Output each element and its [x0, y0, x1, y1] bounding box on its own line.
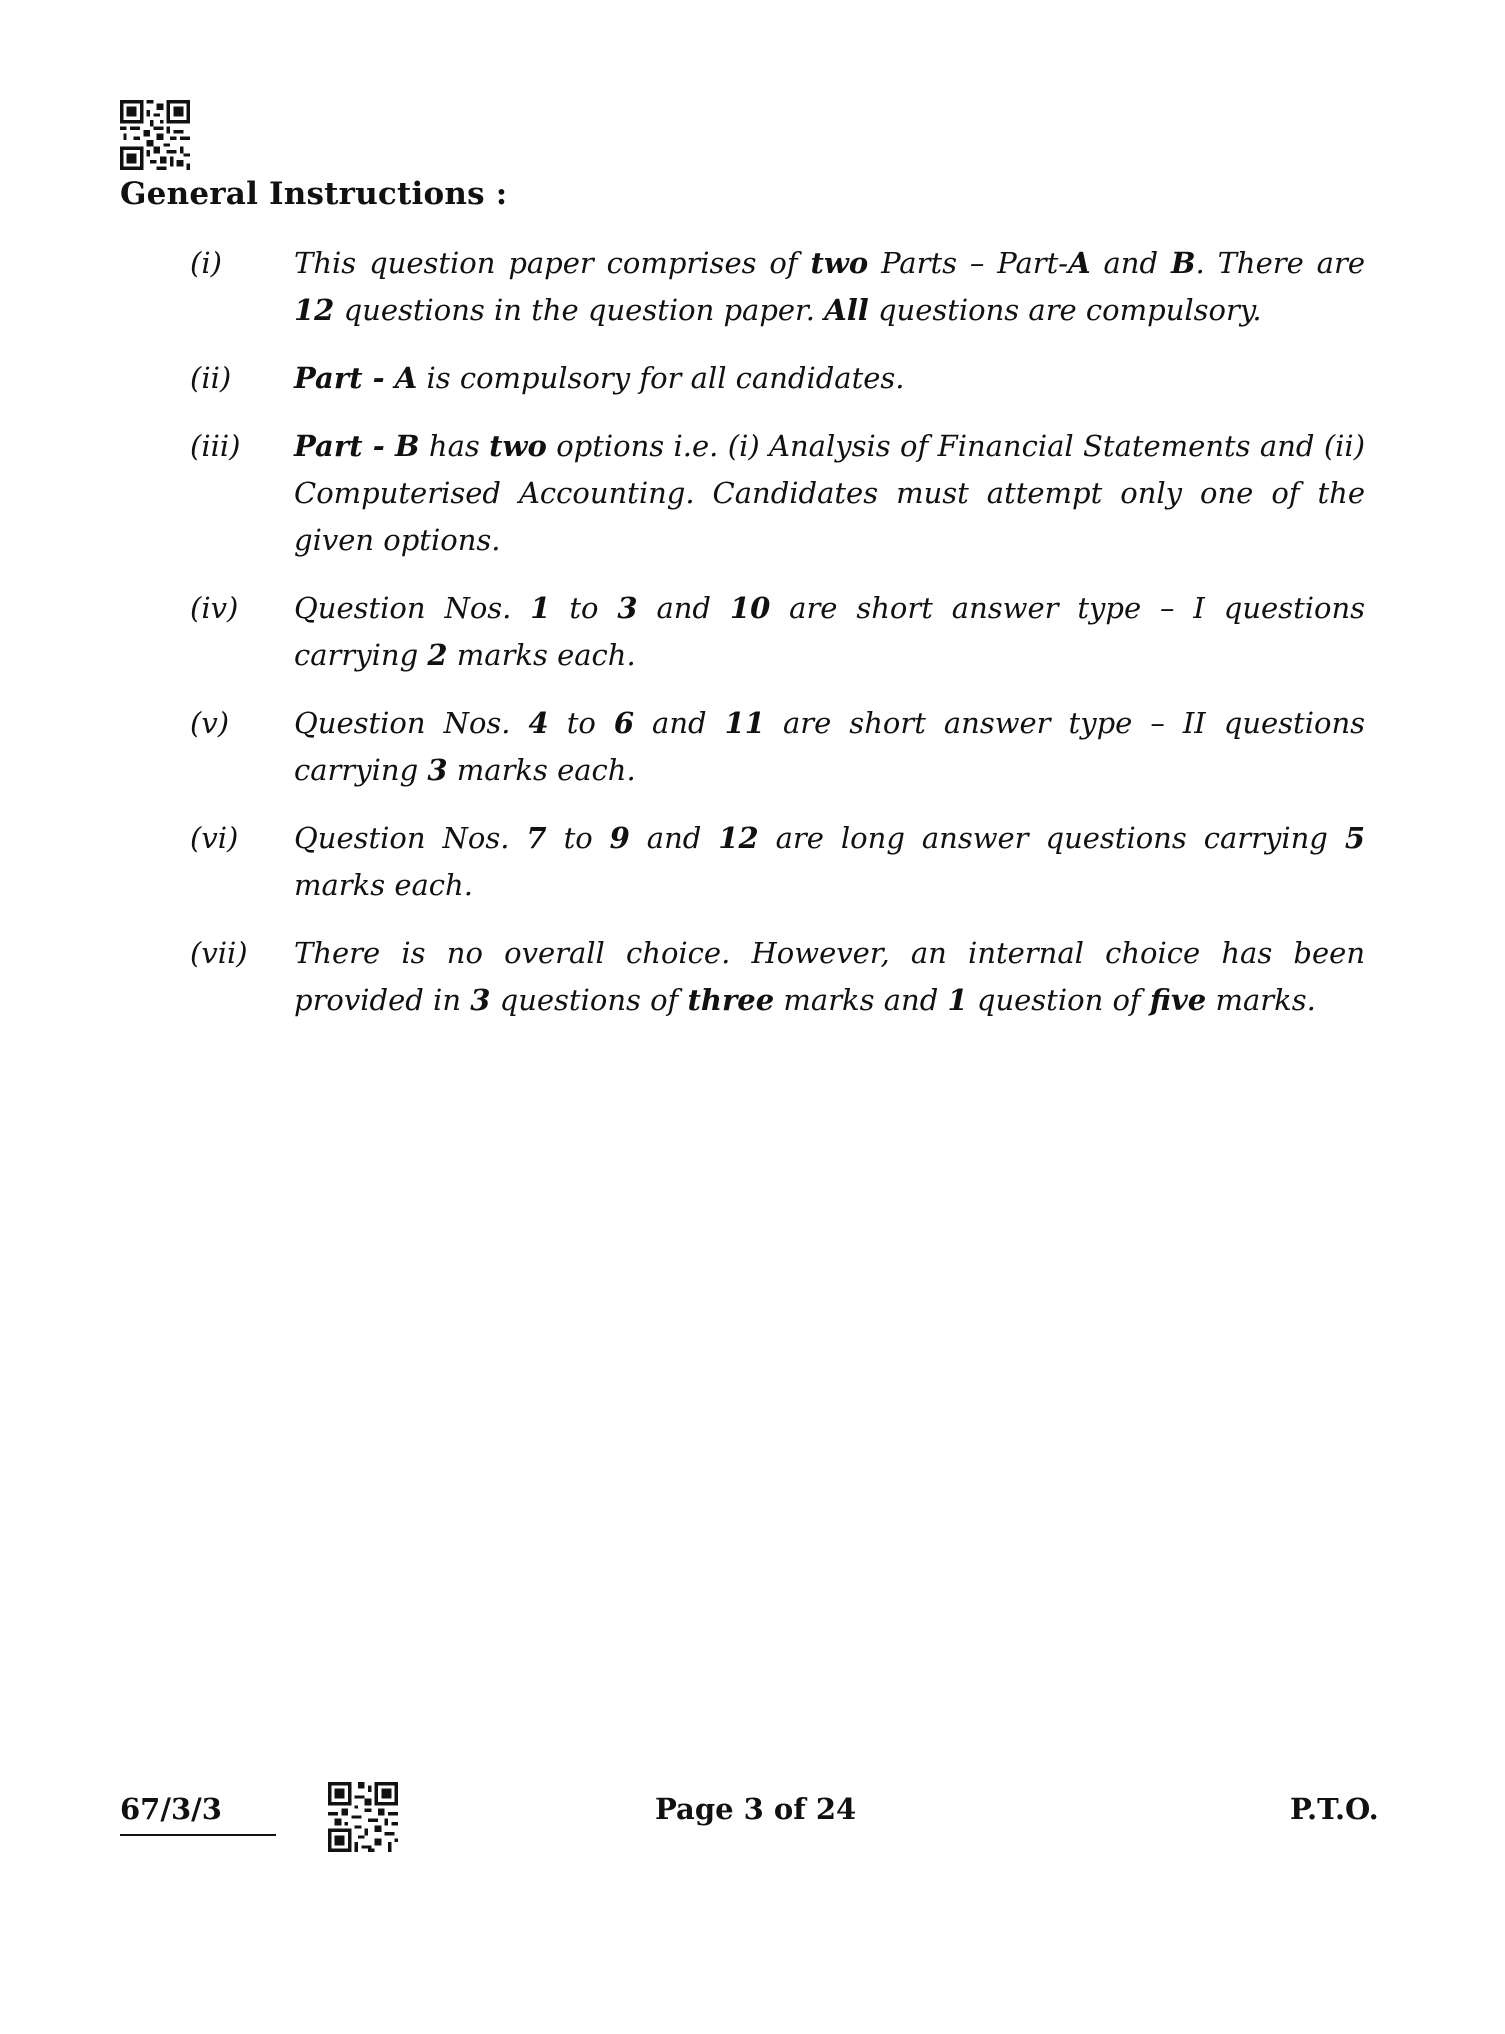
instruction-segment: question of [967, 983, 1150, 1017]
instruction-item [190, 700, 1365, 794]
instruction-segment: Parts – Part- [868, 246, 1069, 280]
instruction-emphasis: 7 [526, 821, 547, 855]
instruction-segment: There is no overall choice. However, an internal choice has been provided in [294, 936, 1365, 1017]
qr-code-icon [120, 100, 190, 170]
instruction-item [190, 240, 1365, 334]
instruction-segment: questions are compulsory. [868, 293, 1262, 327]
instruction-text [294, 355, 1365, 402]
instruction-emphasis: 3 [470, 983, 491, 1017]
instruction-emphasis: Part - B [294, 429, 420, 463]
instruction-item [190, 815, 1365, 909]
instruction-number: (vii) [190, 936, 248, 970]
paper-code: 67/3/3 [120, 1792, 276, 1836]
instruction-emphasis: 3 [617, 591, 638, 625]
instruction-item [190, 355, 1365, 402]
instruction-segment: is compulsory for all candidates. [417, 361, 905, 395]
please-turn-over: P.T.O. [1290, 1792, 1379, 1826]
instruction-segment: to [546, 821, 610, 855]
instruction-emphasis: 12 [718, 821, 759, 855]
instruction-emphasis: 4 [528, 706, 549, 740]
instruction-segment: questions of [490, 983, 688, 1017]
instruction-emphasis: 5 [1344, 821, 1366, 855]
instruction-emphasis: 3 [427, 753, 448, 787]
instruction-segment: and [637, 591, 730, 625]
instruction-number: (vi) [190, 821, 239, 855]
instruction-number: (ii) [190, 361, 232, 395]
instruction-number: (iii) [190, 429, 241, 463]
instruction-segment: Question Nos. [294, 591, 531, 625]
instruction-emphasis: B [1170, 246, 1196, 280]
instruction-segment: Question Nos. [294, 821, 527, 855]
instruction-segment: and [629, 821, 719, 855]
instruction-text [294, 930, 1365, 1024]
instruction-text [294, 585, 1365, 679]
instruction-segment: to [548, 706, 614, 740]
instruction-segment: marks and [774, 983, 948, 1017]
instruction-item [190, 585, 1365, 679]
instruction-segment: has [419, 429, 490, 463]
instruction-segment: questions in the question paper. [334, 293, 825, 327]
instruction-number: (iv) [190, 591, 239, 625]
instruction-segment: and [1090, 246, 1171, 280]
instruction-emphasis: three [687, 983, 775, 1017]
instruction-segment: . There are [1195, 246, 1365, 280]
instruction-segment: to [550, 591, 618, 625]
page-footer [0, 1792, 1505, 1852]
page-number: Page 3 of 24 [655, 1792, 857, 1826]
instructions-list [190, 240, 1365, 1045]
instruction-emphasis: 2 [427, 638, 448, 672]
general-instructions-heading: General Instructions : [120, 176, 508, 212]
instruction-emphasis: A [1068, 246, 1091, 280]
instruction-emphasis: 1 [947, 983, 968, 1017]
instruction-emphasis: Part - A [294, 361, 418, 395]
instruction-item [190, 423, 1365, 564]
instruction-segment: are short answer type – II questions carrying [294, 706, 1366, 787]
instruction-emphasis: 12 [294, 293, 335, 327]
instruction-emphasis: 1 [530, 591, 551, 625]
instruction-segment: are long answer questions carrying [758, 821, 1345, 855]
instruction-segment: marks each. [294, 868, 473, 902]
instruction-emphasis: 9 [609, 821, 630, 855]
instruction-segment: are short answer type – I questions carrying [294, 591, 1366, 672]
instruction-emphasis: five [1149, 983, 1207, 1017]
qr-code-icon [328, 1782, 398, 1852]
instruction-number: (i) [190, 246, 222, 280]
instruction-text [294, 815, 1365, 909]
instruction-segment: marks each. [447, 753, 636, 787]
instruction-segment: marks. [1206, 983, 1316, 1017]
instruction-emphasis: 6 [613, 706, 635, 740]
instruction-text [294, 700, 1365, 794]
instruction-segment: Question Nos. [294, 706, 529, 740]
instruction-emphasis: two [489, 429, 547, 463]
instruction-emphasis: All [824, 293, 869, 327]
instruction-text [294, 240, 1365, 334]
instruction-segment: This question paper comprises of [294, 246, 811, 280]
instruction-emphasis: 10 [729, 591, 771, 625]
instruction-emphasis: 11 [724, 706, 765, 740]
instruction-emphasis: two [810, 246, 869, 280]
instruction-segment: marks each. [447, 638, 636, 672]
instruction-segment: options i.e. (i) Analysis of Financial Statements and (ii) Computerised Accounting. Candidates must attempt only one of the given options. [294, 429, 1366, 557]
instruction-item [190, 930, 1365, 1024]
instruction-number: (v) [190, 706, 230, 740]
instruction-text [294, 423, 1365, 564]
instruction-segment: and [634, 706, 725, 740]
